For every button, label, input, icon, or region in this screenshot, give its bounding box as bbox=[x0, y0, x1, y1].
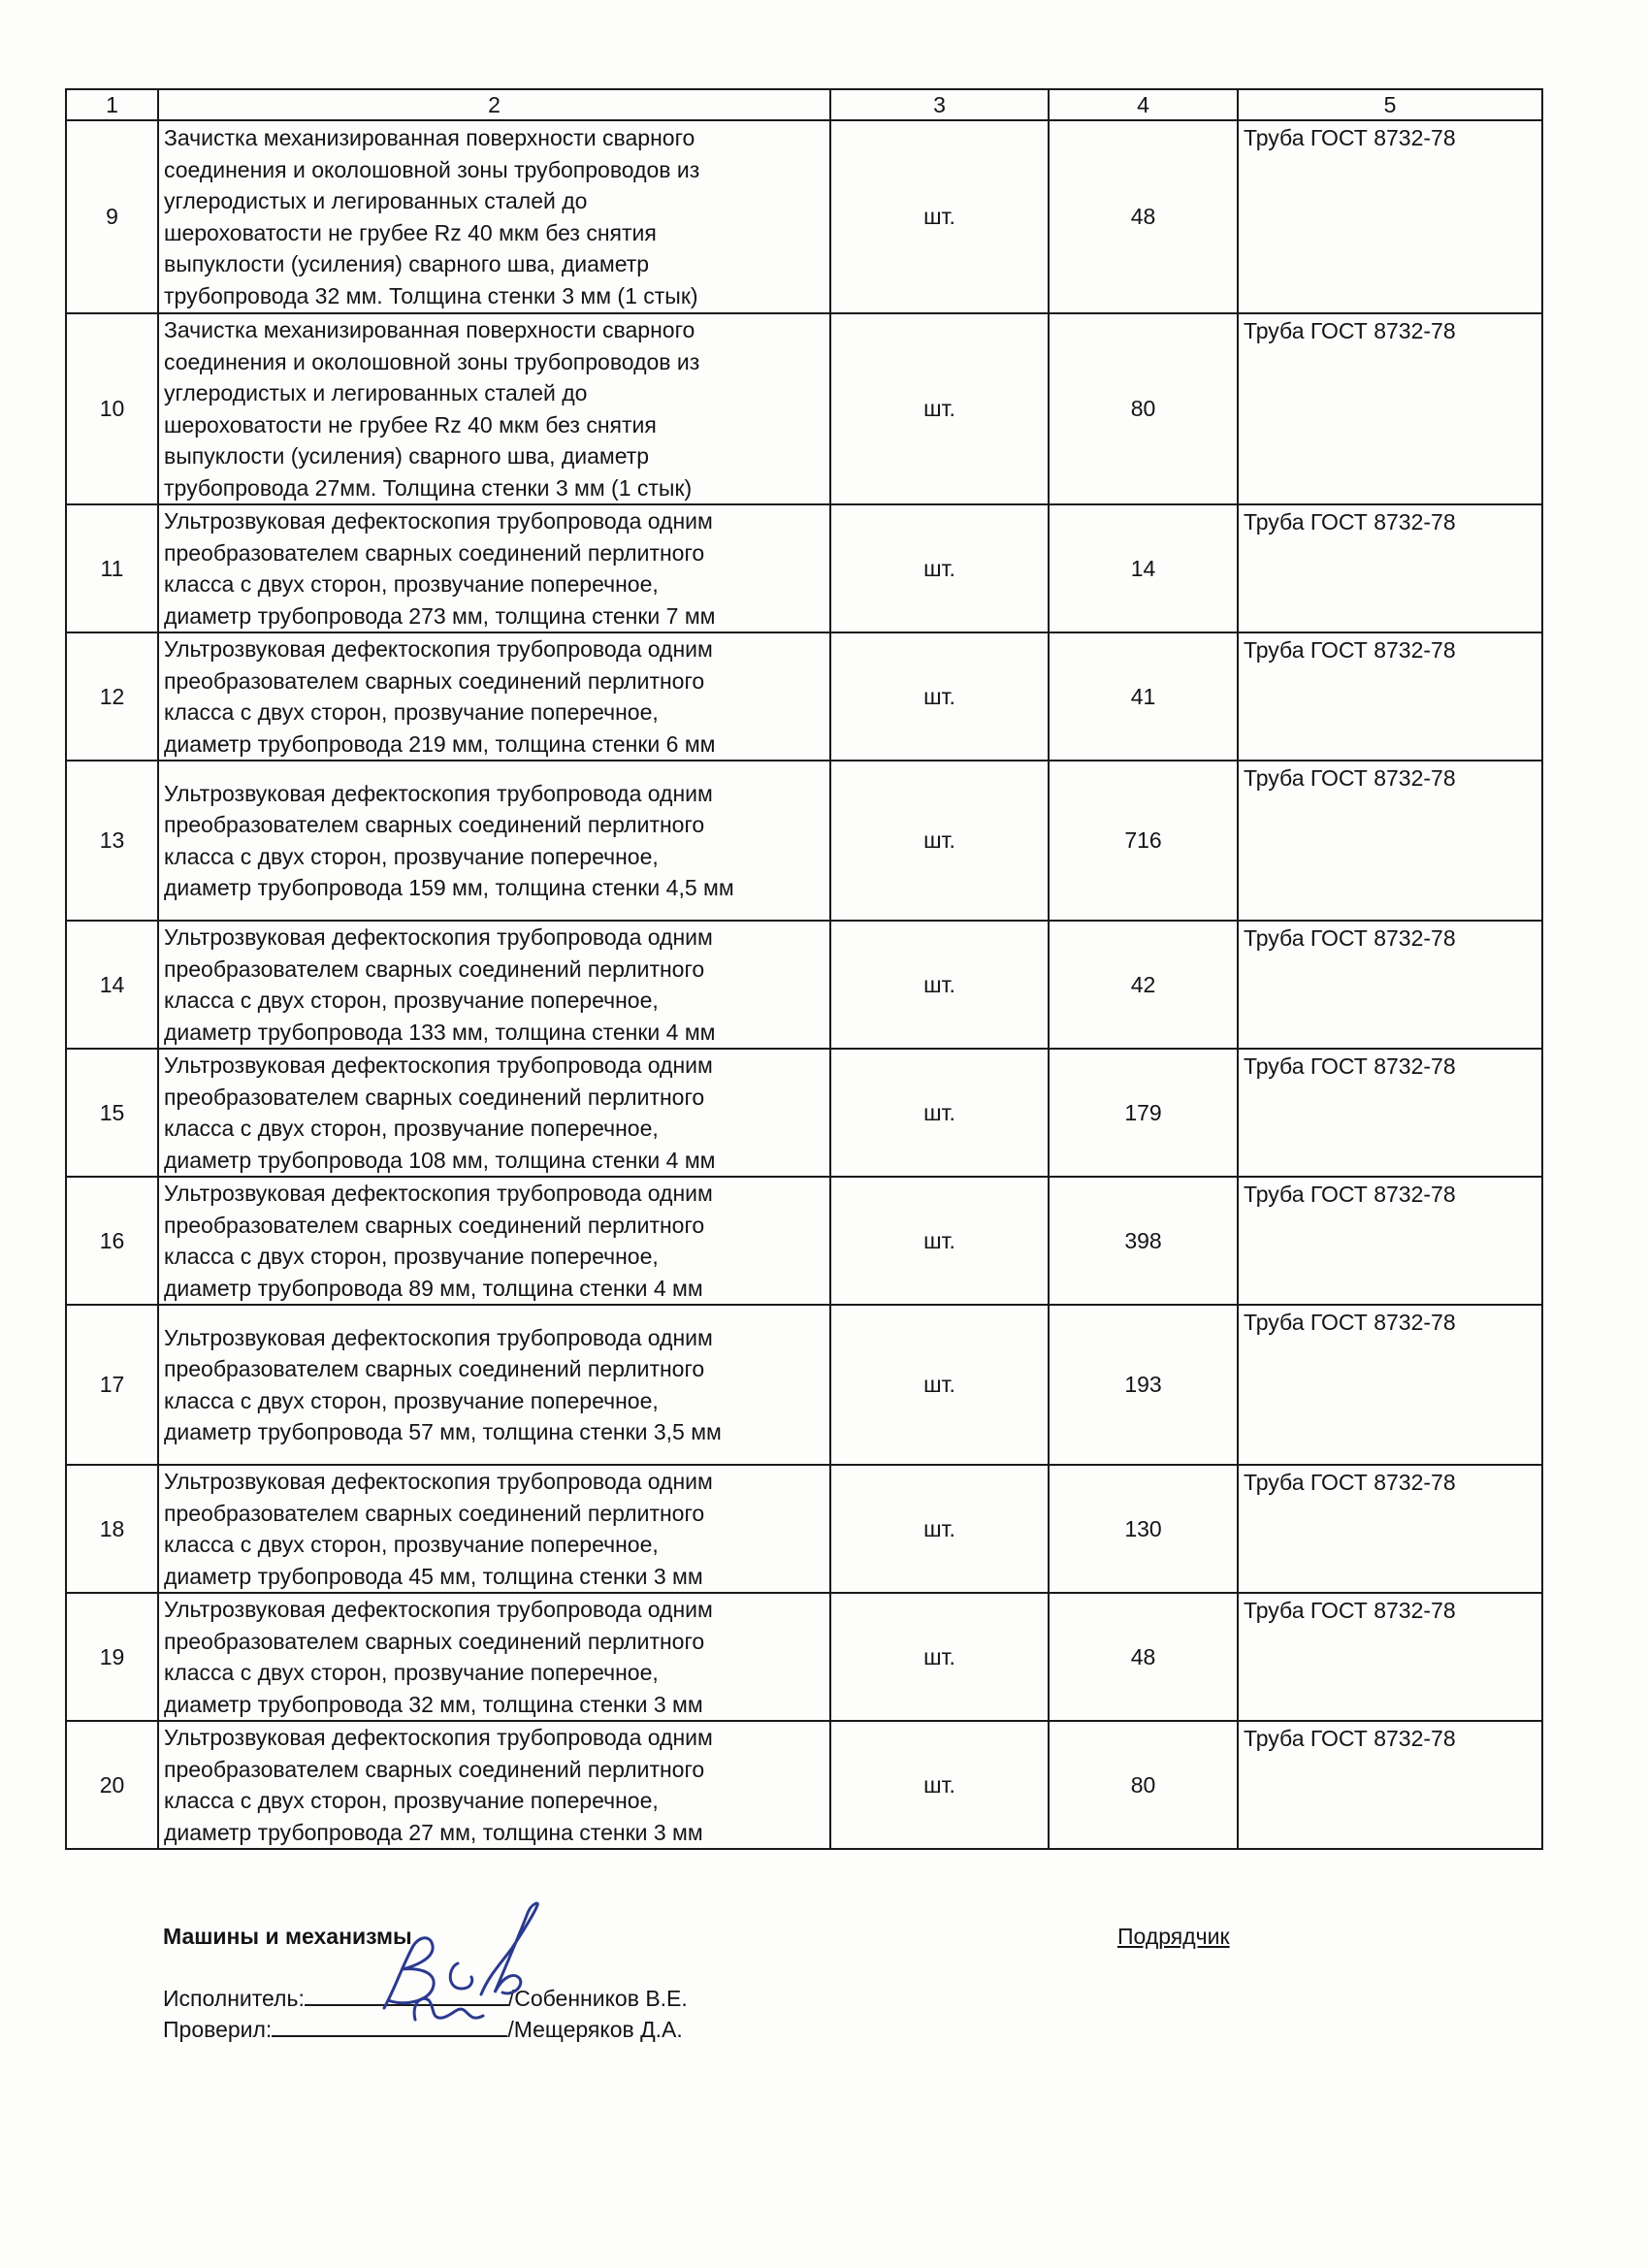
column-header: 2 bbox=[158, 89, 830, 120]
note-cell: Труба ГОСТ 8732-78 bbox=[1238, 1049, 1542, 1177]
quantity-cell: 193 bbox=[1049, 1305, 1238, 1465]
description-line: Ультрозвуковая дефектоскопия трубопровода одним bbox=[164, 924, 713, 950]
table-row bbox=[66, 1465, 1542, 1593]
note-cell: Труба ГОСТ 8732-78 bbox=[1238, 1177, 1542, 1305]
description-line: выпуклости (усиления) сварного шва, диаметр bbox=[164, 443, 650, 469]
note-cell: Труба ГОСТ 8732-78 bbox=[1238, 761, 1542, 921]
work-description bbox=[158, 1721, 830, 1849]
work-description bbox=[158, 1177, 830, 1305]
description-line: Ультрозвуковая дефектоскопия трубопровода одним bbox=[164, 1725, 713, 1750]
description-line: Ультрозвуковая дефектоскопия трубопровода одним bbox=[164, 1597, 713, 1622]
section-title: Машины и механизмы bbox=[163, 1924, 412, 1949]
description-line: преобразователем сварных соединений перлитного bbox=[164, 956, 705, 982]
row-number: 19 bbox=[66, 1593, 158, 1721]
description-line: класса с двух сторон, прозвучание поперечное, bbox=[164, 843, 659, 869]
checker-name: /Мещеряков Д.А. bbox=[507, 2017, 683, 2042]
work-description bbox=[158, 313, 830, 504]
description-line: трубопровода 32 мм. Толщина стенки 3 мм (1 стык) bbox=[164, 282, 698, 308]
row-number: 17 bbox=[66, 1305, 158, 1465]
note-cell: Труба ГОСТ 8732-78 bbox=[1238, 1305, 1542, 1465]
unit-cell: шт. bbox=[830, 313, 1049, 504]
description-line: класса с двух сторон, прозвучание поперечное, bbox=[164, 1116, 659, 1141]
table-row bbox=[66, 1721, 1542, 1849]
description-line: класса с двух сторон, прозвучание поперечное, bbox=[164, 571, 659, 597]
unit-cell: шт. bbox=[830, 632, 1049, 761]
row-number: 9 bbox=[66, 120, 158, 313]
description-line: диаметр трубопровода 32 мм, толщина стенки 3 мм bbox=[164, 1691, 703, 1717]
description-line: диаметр трубопровода 133 мм, толщина стенки 4 мм bbox=[164, 1019, 716, 1045]
description-line: класса с двух сторон, прозвучание поперечное, bbox=[164, 1788, 659, 1813]
executor-label: Исполнитель: bbox=[163, 1986, 305, 2011]
unit-cell: шт. bbox=[830, 1177, 1049, 1305]
checker-label: Проверил: bbox=[163, 2017, 273, 2042]
note-cell: Труба ГОСТ 8732-78 bbox=[1238, 504, 1542, 632]
table-row bbox=[66, 921, 1542, 1049]
note-cell: Труба ГОСТ 8732-78 bbox=[1238, 1593, 1542, 1721]
unit-cell: шт. bbox=[830, 1721, 1049, 1849]
executor-signature bbox=[357, 1899, 570, 2045]
row-number: 20 bbox=[66, 1721, 158, 1849]
description-line: углеродистых и легированных сталей до bbox=[164, 188, 588, 213]
description-line: преобразователем сварных соединений перлитного bbox=[164, 1356, 705, 1381]
work-description bbox=[158, 504, 830, 632]
quantity-cell: 80 bbox=[1049, 313, 1238, 504]
description-line: трубопровода 27мм. Толщина стенки 3 мм (1 стык) bbox=[164, 474, 693, 501]
description-line: класса с двух сторон, прозвучание поперечное, bbox=[164, 1244, 659, 1269]
row-number: 12 bbox=[66, 632, 158, 761]
row-number: 18 bbox=[66, 1465, 158, 1593]
description-line: шероховатости не грубее Rz 40 мкм без снятия bbox=[164, 411, 657, 437]
unit-cell: шт. bbox=[830, 1465, 1049, 1593]
unit-cell: шт. bbox=[830, 1305, 1049, 1465]
unit-cell: шт. bbox=[830, 921, 1049, 1049]
row-number: 14 bbox=[66, 921, 158, 1049]
description-line: диаметр трубопровода 89 мм, толщина стенки 4 мм bbox=[164, 1275, 703, 1301]
description-line: преобразователем сварных соединений перлитного bbox=[164, 1756, 705, 1782]
description-line: Ультрозвуковая дефектоскопия трубопровода одним bbox=[164, 1469, 713, 1494]
description-line: Зачистка механизированная поверхности сварного bbox=[164, 125, 695, 150]
description-line: преобразователем сварных соединений перлитного bbox=[164, 667, 705, 694]
note-cell: Труба ГОСТ 8732-78 bbox=[1238, 313, 1542, 504]
column-header: 5 bbox=[1238, 89, 1542, 120]
quantity-cell: 179 bbox=[1049, 1049, 1238, 1177]
unit-cell: шт. bbox=[830, 1049, 1049, 1177]
work-description bbox=[158, 632, 830, 761]
column-header: 1 bbox=[66, 89, 158, 120]
quantity-cell: 41 bbox=[1049, 632, 1238, 761]
column-header: 3 bbox=[830, 89, 1049, 120]
unit-cell: шт. bbox=[830, 120, 1049, 313]
table-row bbox=[66, 761, 1542, 921]
quantity-cell: 42 bbox=[1049, 921, 1238, 1049]
description-line: класса с двух сторон, прозвучание поперечное, bbox=[164, 1532, 659, 1557]
table-row bbox=[66, 1593, 1542, 1721]
unit-cell: шт. bbox=[830, 1593, 1049, 1721]
row-number: 15 bbox=[66, 1049, 158, 1177]
description-line: преобразователем сварных соединений перлитного bbox=[164, 1212, 705, 1238]
description-line: диаметр трубопровода 219 мм, толщина стенки 6 мм bbox=[164, 730, 716, 757]
quantity-cell: 48 bbox=[1049, 120, 1238, 313]
note-cell: Труба ГОСТ 8732-78 bbox=[1238, 632, 1542, 761]
description-line: Ультрозвуковая дефектоскопия трубопровода одним bbox=[164, 1181, 713, 1206]
quantity-cell: 716 bbox=[1049, 761, 1238, 921]
row-number: 13 bbox=[66, 761, 158, 921]
description-line: углеродистых и легированных сталей до bbox=[164, 380, 588, 405]
description-line: диаметр трубопровода 273 мм, толщина стенки 7 мм bbox=[164, 602, 716, 629]
row-number: 16 bbox=[66, 1177, 158, 1305]
table-body bbox=[66, 120, 1542, 1849]
description-line: преобразователем сварных соединений перлитного bbox=[164, 1628, 705, 1654]
note-cell: Труба ГОСТ 8732-78 bbox=[1238, 1721, 1542, 1849]
description-line: диаметр трубопровода 45 мм, толщина стенки 3 мм bbox=[164, 1563, 703, 1589]
quantity-cell: 80 bbox=[1049, 1721, 1238, 1849]
quantity-cell: 48 bbox=[1049, 1593, 1238, 1721]
signature-block bbox=[163, 1921, 1521, 2066]
description-line: преобразователем сварных соединений перлитного bbox=[164, 812, 705, 837]
description-line: класса с двух сторон, прозвучание поперечное, bbox=[164, 988, 659, 1013]
table-row bbox=[66, 504, 1542, 632]
description-line: диаметр трубопровода 27 мм, толщина стенки 3 мм bbox=[164, 1819, 703, 1845]
description-line: класса с двух сторон, прозвучание поперечное, bbox=[164, 1387, 659, 1413]
description-line: соединения и околошовной зоны трубопроводов из bbox=[164, 156, 700, 182]
works-table bbox=[65, 88, 1543, 1850]
quantity-cell: 130 bbox=[1049, 1465, 1238, 1593]
description-line: диаметр трубопровода 57 мм, толщина стенки 3,5 мм bbox=[164, 1419, 722, 1444]
executor-name: /Собенников В.Е. bbox=[507, 1986, 688, 2011]
work-description bbox=[158, 761, 830, 921]
row-number: 10 bbox=[66, 313, 158, 504]
note-cell: Труба ГОСТ 8732-78 bbox=[1238, 921, 1542, 1049]
description-line: Ультрозвуковая дефектоскопия трубопровода одним bbox=[164, 780, 713, 806]
work-description bbox=[158, 1049, 830, 1177]
description-line: класса с двух сторон, прозвучание поперечное, bbox=[164, 699, 659, 725]
work-description bbox=[158, 1593, 830, 1721]
table-header-row bbox=[66, 89, 1542, 120]
description-line: преобразователем сварных соединений перлитного bbox=[164, 1500, 705, 1526]
description-line: соединения и околошовной зоны трубопроводов из bbox=[164, 348, 700, 374]
description-line: Ультрозвуковая дефектоскопия трубопровода одним bbox=[164, 508, 713, 534]
column-header: 4 bbox=[1049, 89, 1238, 120]
table-row bbox=[66, 1305, 1542, 1465]
description-line: шероховатости не грубее Rz 40 мкм без снятия bbox=[164, 219, 657, 245]
description-line: Ультрозвуковая дефектоскопия трубопровода одним bbox=[164, 1324, 713, 1350]
work-description bbox=[158, 921, 830, 1049]
table-row bbox=[66, 1049, 1542, 1177]
work-description bbox=[158, 1305, 830, 1465]
unit-cell: шт. bbox=[830, 504, 1049, 632]
description-line: преобразователем сварных соединений перлитного bbox=[164, 1084, 705, 1110]
contractor-label: Подрядчик bbox=[1117, 1924, 1230, 1949]
table-row bbox=[66, 313, 1542, 504]
row-number: 11 bbox=[66, 504, 158, 632]
description-line: диаметр трубопровода 108 мм, толщина стенки 4 мм bbox=[164, 1147, 716, 1173]
table-row bbox=[66, 120, 1542, 313]
description-line: диаметр трубопровода 159 мм, толщина стенки 4,5 мм bbox=[164, 875, 734, 900]
description-line: преобразователем сварных соединений перлитного bbox=[164, 539, 705, 566]
description-line: класса с двух сторон, прозвучание поперечное, bbox=[164, 1660, 659, 1685]
unit-cell: шт. bbox=[830, 761, 1049, 921]
quantity-cell: 398 bbox=[1049, 1177, 1238, 1305]
work-description bbox=[158, 120, 830, 313]
description-line: Ультрозвуковая дефектоскопия трубопровода одним bbox=[164, 636, 713, 662]
quantity-cell: 14 bbox=[1049, 504, 1238, 632]
work-description bbox=[158, 1465, 830, 1593]
table-row bbox=[66, 632, 1542, 761]
description-line: Зачистка механизированная поверхности сварного bbox=[164, 317, 695, 342]
note-cell: Труба ГОСТ 8732-78 bbox=[1238, 1465, 1542, 1593]
description-line: Ультрозвуковая дефектоскопия трубопровода одним bbox=[164, 1053, 713, 1078]
table-row bbox=[66, 1177, 1542, 1305]
description-line: выпуклости (усиления) сварного шва, диаметр bbox=[164, 251, 650, 276]
note-cell: Труба ГОСТ 8732-78 bbox=[1238, 120, 1542, 313]
